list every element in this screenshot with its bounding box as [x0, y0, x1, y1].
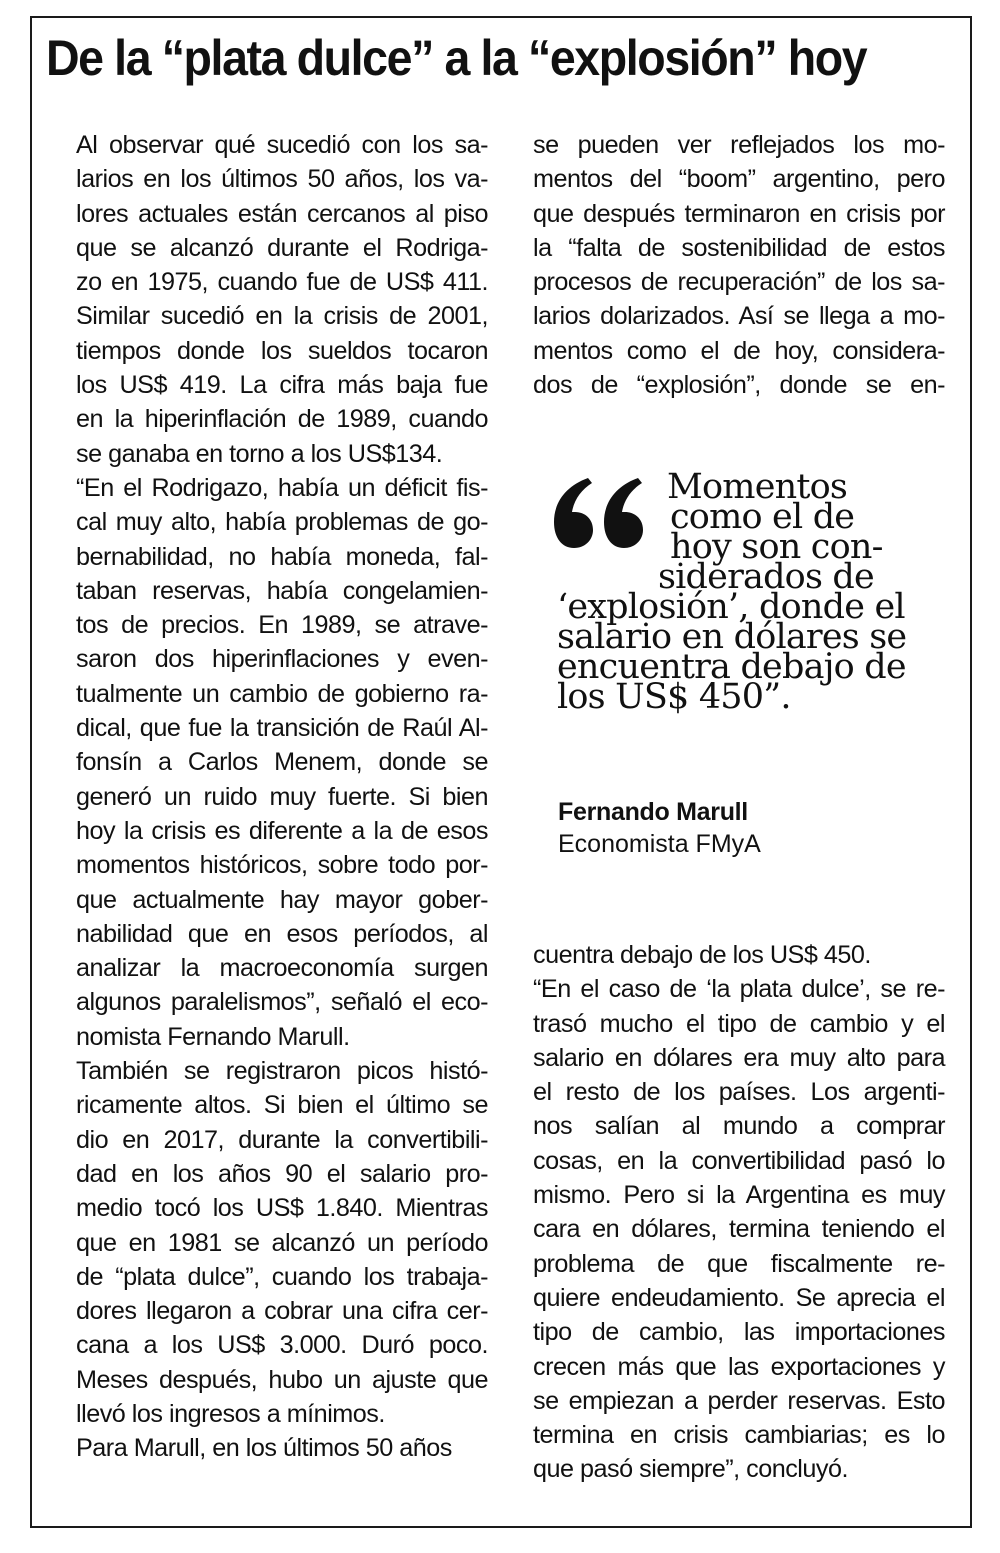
- article-text-line: Al observar qué sucedió con los sa-: [76, 131, 488, 159]
- article-text-line: larios dolarizados. Así se llega a mo-: [533, 302, 945, 331]
- article-text-line: analizar la macroeconomía surgen: [76, 954, 488, 983]
- quote-attribution: [558, 796, 761, 860]
- article-text-line: la “falta de sostenibilidad de estos: [533, 233, 945, 262]
- article-text-line: lores actuales están cercanos al piso: [76, 199, 488, 228]
- article-text-line: tualmente un cambio de gobierno ra-: [76, 679, 488, 708]
- article-text-line: mentos como el de hoy, considera-: [533, 336, 945, 365]
- article-text-line: que se alcanzó durante el Rodriga-: [76, 233, 488, 262]
- article-text-line: mismo. Pero si la Argentina es muy: [533, 1181, 945, 1210]
- article-text-line: algunos paralelismos”, señaló el eco-: [76, 988, 488, 1017]
- article-text-line: llevó los ingresos a mínimos.: [76, 1399, 385, 1428]
- quote-author-role: Economista FMyA: [558, 830, 761, 858]
- article-text-line: problema de que fiscalmente re-: [533, 1249, 945, 1278]
- article-text-line: se pueden ver reflejados los mo-: [533, 131, 945, 159]
- article-text-line: termina en crisis cambiarias; es lo: [533, 1421, 945, 1450]
- article-text-line: trasó mucho el tipo de cambio y el: [533, 1009, 945, 1038]
- article-text-line: se empiezan a perder reservas. Esto: [533, 1386, 945, 1415]
- article-text-line: mentos del “boom” argentino, pero: [533, 165, 945, 194]
- article-text-line: dos de “explosión”, donde se en-: [533, 371, 945, 400]
- article-text-line: hoy la crisis es diferente a la de esos: [76, 816, 488, 845]
- article-text-line: cara en dólares, termina teniendo el: [533, 1215, 945, 1244]
- article-text-line: También se registraron picos histó-: [76, 1057, 488, 1086]
- right-column-bottom: [533, 938, 945, 1487]
- article-text-line: cal muy alto, había problemas de go-: [76, 508, 488, 537]
- article-text-line: ricamente altos. Si bien el último se: [76, 1091, 488, 1120]
- pull-quote-line: salario en dólares se: [557, 617, 907, 657]
- article-text-line: nabilidad que en esos períodos, al: [76, 919, 488, 948]
- article-text-line: que después terminaron en crisis por: [533, 199, 945, 228]
- article-text-line: crecen más que las exportaciones y: [533, 1352, 945, 1381]
- right-column-top: [533, 128, 945, 402]
- pull-quote-line: siderados de: [658, 557, 874, 597]
- article-text-line: Meses después, hubo un ajuste que: [76, 1365, 488, 1394]
- article-text-line: en la hiperinflación de 1989, cuando: [76, 405, 488, 434]
- article-text-line: dio en 2017, durante la convertibili-: [76, 1125, 488, 1154]
- article-text-line: tipo de cambio, las importaciones: [533, 1318, 945, 1347]
- article-text-line: larios en los últimos 50 años, los va-: [76, 165, 488, 194]
- article-text-line: cana a los US$ 3.000. Duró poco.: [76, 1331, 488, 1360]
- article-text-line: generó un ruido muy fuerte. Si bien: [76, 782, 488, 811]
- pull-quote-line: los US$ 450”.: [557, 677, 791, 717]
- article-text-line: los US$ 419. La cifra más baja fue: [76, 371, 488, 400]
- article-text-line: “En el caso de ‘la plata dulce’, se re-: [533, 975, 945, 1004]
- article-text-line: quiere endeudamiento. Se aprecia el: [533, 1283, 945, 1312]
- article-text-line: saron dos hiperinflaciones y even-: [76, 645, 488, 674]
- pull-quote-line: Momentos: [667, 467, 848, 507]
- article-text-line: nomista Fernando Marull.: [76, 1022, 350, 1051]
- article-text-line: procesos de recuperación” de los sa-: [533, 268, 945, 297]
- article-text-line: que en 1981 se alcanzó un período: [76, 1228, 488, 1257]
- article-text-line: que pasó siempre”, concluyó.: [533, 1455, 849, 1484]
- article-text-line: cosas, en la convertibilidad pasó lo: [533, 1146, 945, 1175]
- article-text-line: medio tocó los US$ 1.840. Mientras: [76, 1194, 488, 1223]
- pull-quote-line: ‘explosión’, donde el: [557, 587, 905, 627]
- article-text-line: tiempos donde los sueldos tocaron: [76, 336, 488, 365]
- article-text-line: el resto de los países. Los argenti-: [533, 1078, 945, 1107]
- article-text-line: de “plata dulce”, cuando los trabaja-: [76, 1262, 488, 1291]
- article-text-line: salario en dólares era muy alto para: [533, 1043, 945, 1072]
- pull-quote-line: hoy son con-: [670, 527, 883, 567]
- article-text-line: tos de precios. En 1989, se atrave-: [76, 611, 488, 640]
- article-text-line: bernabilidad, no había moneda, fal-: [76, 542, 488, 571]
- article-text-line: dad en los años 90 el salario pro-: [76, 1159, 488, 1188]
- pull-quote-line: como el de: [670, 497, 855, 537]
- article-text-line: se ganaba en torno a los US$134.: [76, 439, 443, 468]
- article-text-line: Para Marull, en los últimos 50 años: [76, 1434, 452, 1463]
- article-text-line: cuentra debajo de los US$ 450.: [533, 941, 871, 969]
- article-text-line: Similar sucedió en la crisis de 2001,: [76, 302, 488, 331]
- article-text-line: dores llegaron a cobrar una cifra cer-: [76, 1297, 488, 1326]
- article-text-line: fonsín a Carlos Menem, donde se: [76, 748, 488, 777]
- pull-quote-text: [557, 467, 907, 717]
- article-text-line: momentos históricos, sobre todo por-: [76, 851, 488, 880]
- article-text-line: taban reservas, había congelamien-: [76, 576, 488, 605]
- headline: De la “plata dulce” a la “explosión” hoy: [46, 30, 867, 86]
- left-column: [76, 128, 488, 1466]
- article-text-line: “En el Rodrigazo, había un déficit fis-: [76, 473, 488, 502]
- article-text-line: que actualmente hay mayor gober-: [76, 885, 488, 914]
- pull-quote-line: encuentra debajo de: [557, 647, 906, 687]
- article-text-line: dical, que fue la transición de Raúl Al-: [76, 714, 488, 743]
- article-text-line: zo en 1975, cuando fue de US$ 411.: [76, 268, 488, 297]
- quote-author: Fernando Marull: [558, 798, 748, 826]
- article-text-line: nos salían al mundo a comprar: [533, 1112, 945, 1141]
